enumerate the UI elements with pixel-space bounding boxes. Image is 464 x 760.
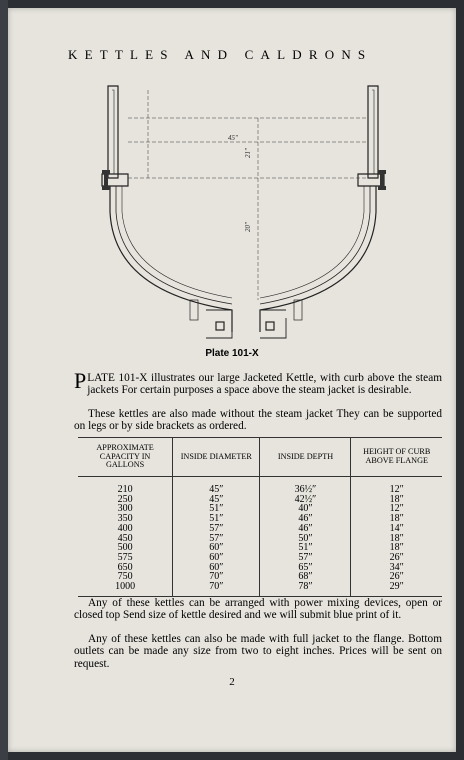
book-spine bbox=[0, 0, 8, 760]
table-row bbox=[78, 504, 442, 514]
table-cell: 70″ bbox=[173, 582, 260, 596]
table-cell: 42½″ bbox=[260, 495, 351, 505]
table-row bbox=[78, 477, 442, 495]
table-row bbox=[78, 495, 442, 505]
figure-caption: Plate 101-X bbox=[205, 348, 259, 359]
table-row bbox=[78, 534, 442, 544]
col-header-depth: INSIDE DEPTH bbox=[260, 438, 351, 477]
table-cell: 1000 bbox=[78, 582, 173, 596]
table-cell: 51″ bbox=[260, 543, 351, 553]
table-cell: 26″ bbox=[351, 572, 442, 582]
col-header-capacity: APPROXIMATE CAPACITY IN GALLONS bbox=[78, 438, 173, 477]
table-cell: 575 bbox=[117, 551, 133, 563]
table-cell: 45″ bbox=[173, 495, 260, 505]
table-cell: 210 bbox=[117, 484, 133, 495]
table-row bbox=[78, 524, 442, 534]
table-cell: 60″ bbox=[173, 563, 260, 573]
table-cell: 650 bbox=[117, 561, 133, 573]
table-cell: 36½″ bbox=[260, 477, 351, 495]
kettle-diagram bbox=[88, 82, 398, 344]
intro-paragraph bbox=[74, 368, 442, 397]
table-cell: 750 bbox=[117, 571, 133, 583]
intro-text: LATE 101-X illustrates our large Jacketed Kettle, with curb above the steam jackets For certain purposes a space above the steam jacket is desirable. bbox=[87, 372, 442, 397]
table-cell: 350 bbox=[117, 513, 133, 525]
dim-label-diameter: 45" bbox=[228, 134, 238, 142]
mixing-paragraph: Any of these kettles can be arranged with power mixing devices, open or closed top Send size of kettle desired and we will submit blue print of it. bbox=[74, 597, 442, 622]
col-header-diameter: INSIDE DIAMETER bbox=[173, 438, 260, 477]
table-cell: 26″ bbox=[351, 553, 442, 563]
table-cell: 12″ bbox=[351, 504, 442, 514]
table-row bbox=[78, 514, 442, 524]
table-cell: 450 bbox=[117, 532, 133, 544]
table-cell: 300 bbox=[117, 503, 133, 515]
table-header-row bbox=[78, 438, 442, 477]
page-number: 2 bbox=[229, 676, 235, 688]
table-cell: 60″ bbox=[173, 543, 260, 553]
col-header-curb-height: HEIGHT OF CURB ABOVE FLANGE bbox=[351, 438, 442, 477]
drop-cap: P bbox=[74, 368, 87, 393]
table-cell: 78″ bbox=[260, 582, 351, 596]
table-cell: 500 bbox=[117, 542, 133, 554]
table-cell: 12″ bbox=[351, 477, 442, 495]
table-cell: 57″ bbox=[173, 534, 260, 544]
mounting-paragraph: These kettles are also made without the steam jacket They can be supported on legs or by side brackets as ordered. bbox=[74, 408, 442, 433]
table-cell: 29″ bbox=[351, 582, 442, 596]
table-cell: 57″ bbox=[260, 553, 351, 563]
table-cell: 51″ bbox=[173, 514, 260, 524]
table-cell: 40″ bbox=[260, 504, 351, 514]
table-cell: 18″ bbox=[351, 543, 442, 553]
table-cell: 18″ bbox=[351, 534, 442, 544]
table-body bbox=[78, 477, 442, 597]
table-cell: 18″ bbox=[351, 514, 442, 524]
table-row bbox=[78, 563, 442, 573]
table-cell: 70″ bbox=[173, 572, 260, 582]
table-cell: 51″ bbox=[173, 504, 260, 514]
table-row bbox=[78, 582, 442, 596]
page-header: KETTLES AND CALDRONS bbox=[68, 47, 373, 62]
table-cell: 250 bbox=[117, 493, 133, 505]
dim-label-curb: 21" bbox=[244, 148, 252, 158]
kettle-specs-table bbox=[78, 437, 442, 597]
outlet-paragraph: Any of these kettles can also be made with full jacket to the flange. Bottom outlets can be made any size from two to eight inches. Prices will be sent on request. bbox=[74, 633, 442, 670]
table-cell: 46″ bbox=[260, 524, 351, 534]
table-cell: 400 bbox=[117, 522, 133, 534]
table-cell: 34″ bbox=[351, 563, 442, 573]
table-cell: 65″ bbox=[260, 563, 351, 573]
table-cell: 18″ bbox=[351, 495, 442, 505]
table-cell: 57″ bbox=[173, 524, 260, 534]
table-cell: 68″ bbox=[260, 572, 351, 582]
table-cell: 50″ bbox=[260, 534, 351, 544]
table-cell: 45″ bbox=[173, 477, 260, 495]
table-cell: 46″ bbox=[260, 514, 351, 524]
table-row bbox=[78, 553, 442, 563]
table-cell: 60″ bbox=[173, 553, 260, 563]
dim-label-depth: 20" bbox=[244, 222, 252, 232]
table-cell: 14″ bbox=[351, 524, 442, 534]
table-row bbox=[78, 543, 442, 553]
